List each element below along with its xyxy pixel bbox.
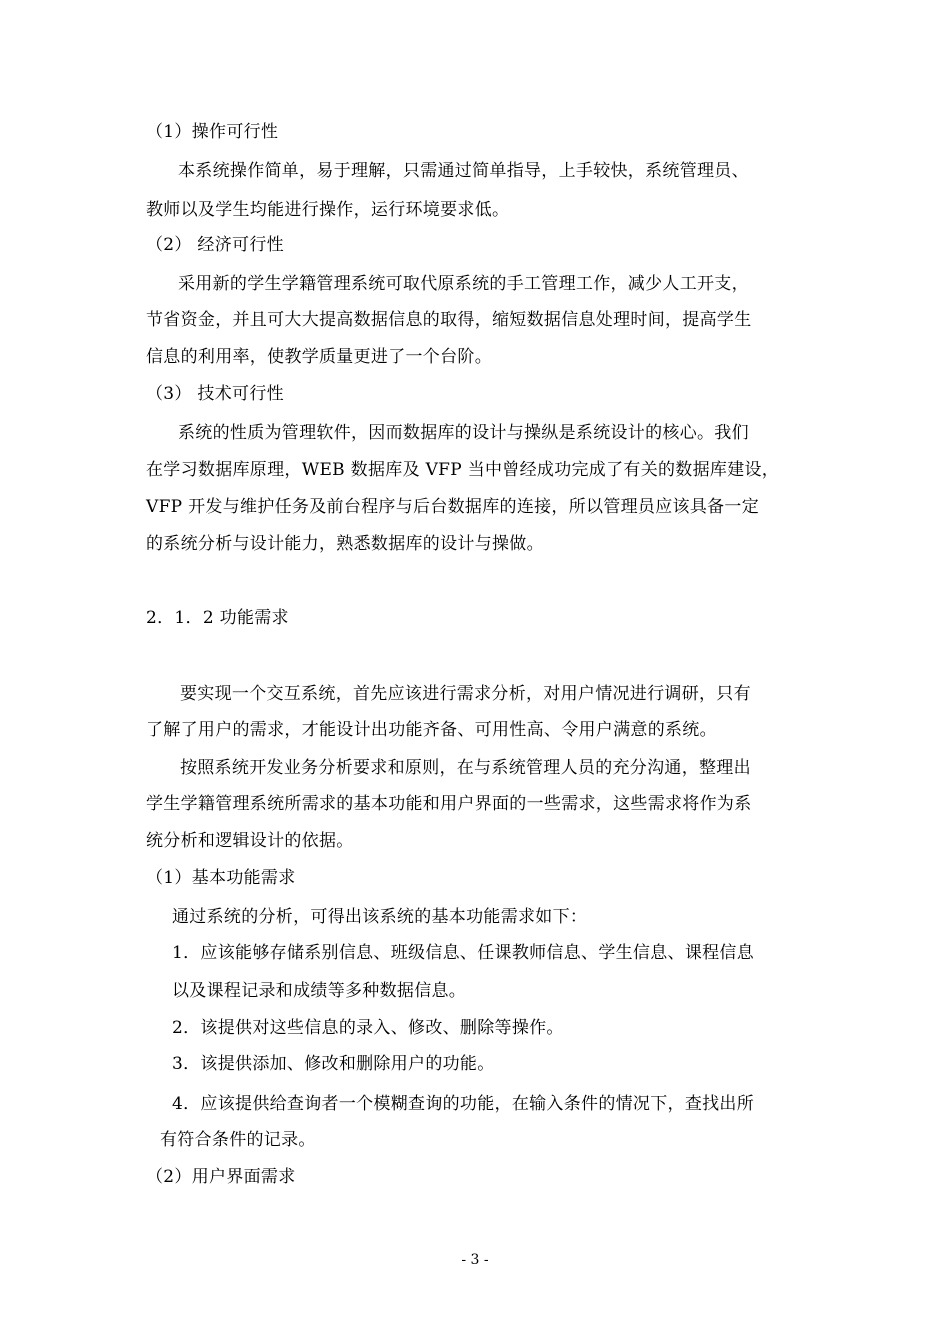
paragraph-line: 系统的性质为管理软件，因而数据库的设计与操纵是系统设计的核心。我们 [178, 423, 749, 443]
paragraph-line: 统分析和逻辑设计的依据。 [146, 831, 354, 851]
heading-technical-feasibility: （3） 技术可行性 [146, 384, 284, 404]
page-number: - 3 - [461, 1252, 489, 1268]
paragraph-line: 通过系统的分析，可得出该系统的基本功能需求如下： [172, 907, 588, 927]
list-item-2: 2．该提供对这些信息的录入、修改、删除等操作。 [172, 1018, 564, 1038]
heading-user-interface-requirements: （2）用户界面需求 [146, 1167, 296, 1187]
list-item-1-continued: 以及课程记录和成绩等多种数据信息。 [172, 981, 467, 1001]
paragraph-line: 要实现一个交互系统，首先应该进行需求分析，对用户情况进行调研，只有 [180, 684, 751, 704]
paragraph-line: 教师以及学生均能进行操作，运行环境要求低。 [146, 200, 510, 220]
list-item-4: 4．应该提供给查询者一个模糊查询的功能，在输入条件的情况下，查找出所 [172, 1094, 755, 1114]
list-item-4-continued: 有符合条件的记录。 [160, 1130, 316, 1150]
paragraph-line: VFP 开发与维护任务及前台程序与后台数据库的连接，所以管理员应该具备一定 [146, 497, 760, 517]
paragraph-line: 节省资金，并且可大大提高数据信息的取得，缩短数据信息处理时间，提高学生 [146, 310, 752, 330]
paragraph-line: 学生学籍管理系统所需求的基本功能和用户界面的一些需求，这些需求将作为系 [146, 794, 752, 814]
paragraph-line: 了解了用户的需求，才能设计出功能齐备、可用性高、令用户满意的系统。 [146, 720, 717, 740]
heading-operation-feasibility: （1）操作可行性 [146, 122, 279, 142]
section-heading-2-1-2: 2．1．2 功能需求 [146, 608, 289, 628]
paragraph-line: 的系统分析与设计能力，熟悉数据库的设计与操做。 [146, 534, 544, 554]
heading-economic-feasibility: （2） 经济可行性 [146, 235, 284, 255]
paragraph-line: 在学习数据库原理，WEB 数据库及 VFP 当中曾经成功完成了有关的数据库建设， [146, 460, 780, 480]
heading-basic-function-requirements: （1）基本功能需求 [146, 868, 296, 888]
list-item-3: 3．该提供添加、修改和删除用户的功能。 [172, 1054, 495, 1074]
paragraph-line: 采用新的学生学籍管理系统可取代原系统的手工管理工作，减少人工开支， [178, 274, 749, 294]
paragraph-line: 本系统操作简单，易于理解，只需通过简单指导，上手较快，系统管理员、 [178, 161, 749, 181]
paragraph-line: 按照系统开发业务分析要求和原则，在与系统管理人员的充分沟通，整理出 [180, 758, 751, 778]
paragraph-line: 信息的利用率，使教学质量更进了一个台阶。 [146, 347, 492, 367]
list-item-1: 1．应该能够存储系别信息、班级信息、任课教师信息、学生信息、课程信息 [172, 943, 755, 963]
